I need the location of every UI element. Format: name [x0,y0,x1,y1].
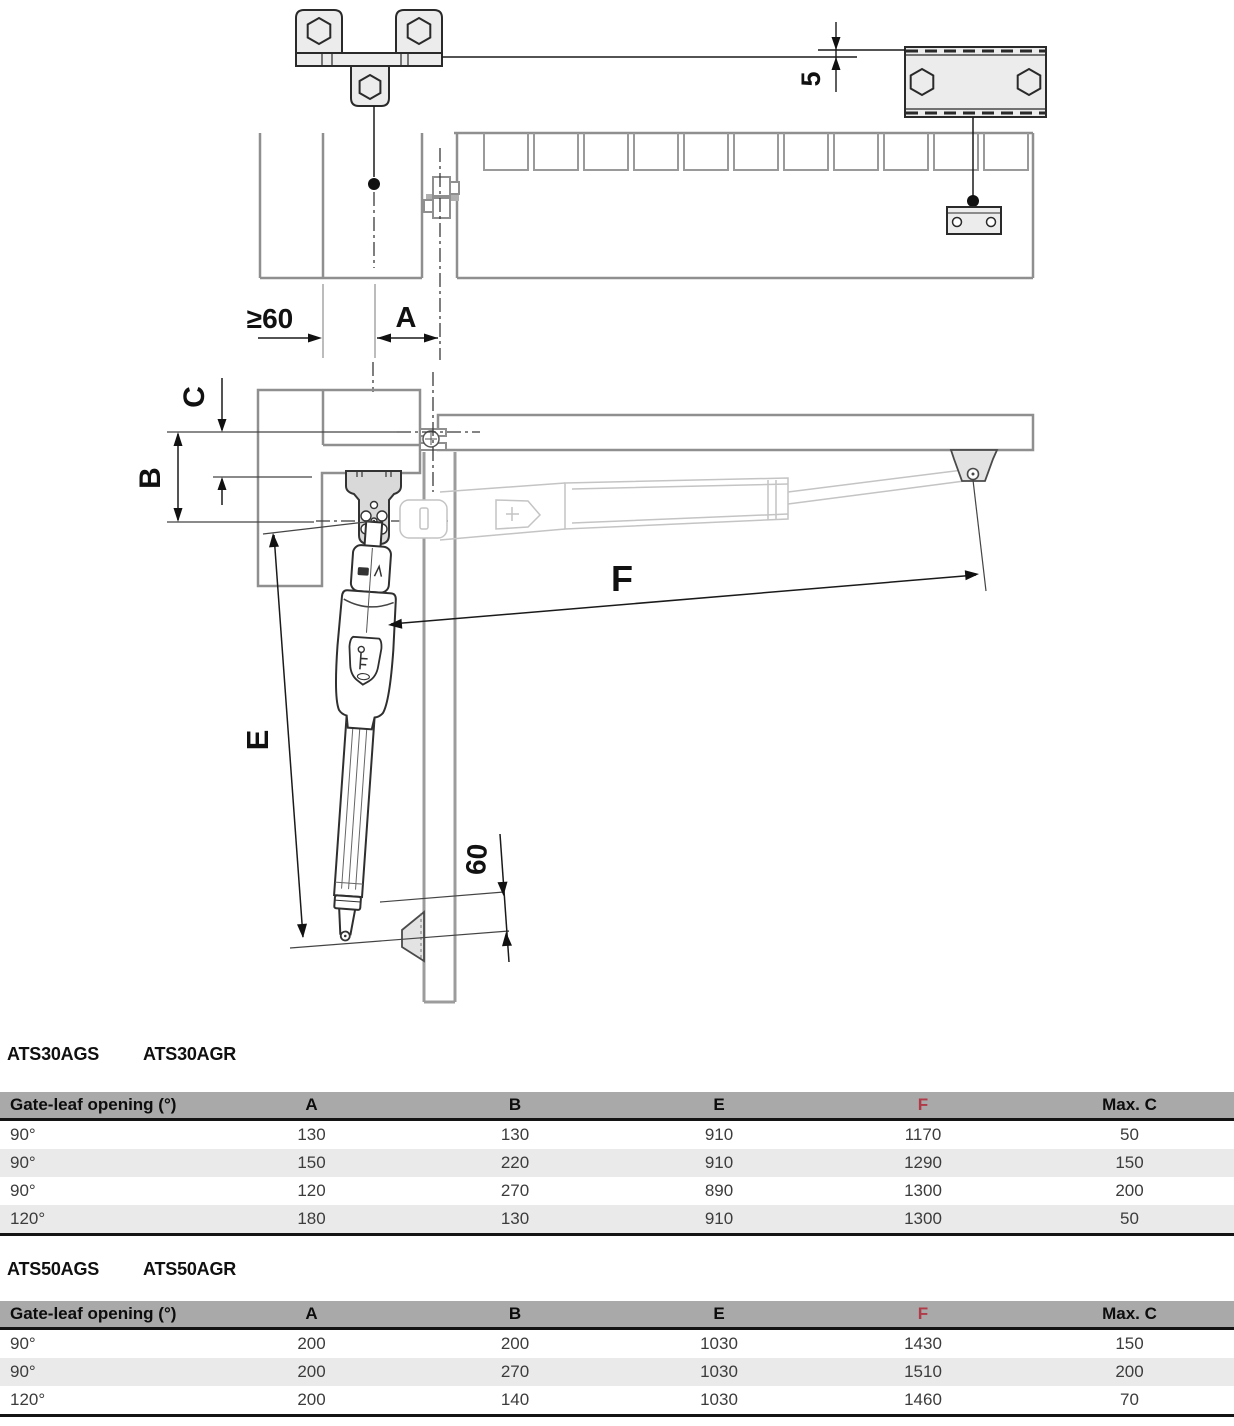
table-cell: 50 [1120,1209,1139,1228]
table-row [0,1149,1234,1177]
table-cell: 200 [297,1362,326,1381]
model-name: ATS30AGS [7,1044,100,1064]
spec-table-ats30 [0,1092,1234,1236]
model-heading-ats50 [0,1259,1234,1283]
table-cell: 220 [500,1153,530,1172]
model-name: ATS30AGR [143,1044,237,1064]
table-row [0,1329,1234,1359]
col-header-f: F [821,1301,1025,1329]
table-cell: 150 [1115,1334,1144,1353]
table-cell: 90° [10,1362,36,1381]
table-cell: 910 [704,1209,734,1228]
table-cell: 120° [10,1390,46,1409]
actuator-closed-position [400,469,972,540]
table-row [0,1386,1234,1416]
table-row [0,1177,1234,1205]
dim-label-c: C [178,386,211,408]
dim-a [377,302,438,343]
foot-bracket-side-view [402,912,424,961]
col-header-a: A [210,1301,413,1329]
dim-label-f: F [611,558,633,599]
model-heading-ats30 [0,1044,1234,1068]
table-cell: 890 [704,1181,734,1200]
col-header-max-c: Max. C [1025,1301,1234,1329]
rear-bracket-side-view [951,450,997,591]
table-cell: 120 [297,1181,326,1200]
header-row [0,1301,1234,1329]
header-row [0,1092,1234,1120]
gate-bracket-front-view [296,10,442,190]
col-header-gate-leaf-opening-: Gate-leaf opening (°) [0,1301,210,1329]
dim-label-60: 60 [459,842,494,876]
spec-table-ats50 [0,1301,1234,1417]
hinge-top-view [424,177,459,218]
post-top-view [260,133,422,278]
table-cell: 130 [500,1209,530,1228]
table-cell: 180 [297,1209,326,1228]
table-cell: 90° [10,1125,36,1144]
table-cell: 200 [297,1390,326,1409]
table-cell: 120° [10,1209,46,1228]
table-cell: 1030 [700,1390,738,1409]
table-cell: 50 [1120,1125,1139,1144]
table-row [0,1205,1234,1235]
table-cell: 270 [500,1362,530,1381]
gate-leaf-top-view [454,133,1033,278]
gate-rail-side-view [438,415,1033,450]
dim-f [388,558,979,629]
col-header-e: E [617,1301,821,1329]
col-header-a: A [210,1092,413,1120]
col-header-max-c: Max. C [1025,1092,1234,1120]
table-cell: 270 [500,1181,530,1200]
wall-plate-front-view [905,47,1046,207]
dim-label-e: E [240,729,275,751]
table-cell: 1030 [700,1362,738,1381]
table-cell: 1030 [700,1334,738,1353]
table-row [0,1120,1234,1150]
model-name: ATS50AGS [7,1259,100,1279]
rear-bracket-top-view [947,207,1001,234]
col-header-b: B [413,1092,617,1120]
table-cell: 1430 [904,1334,942,1353]
model-name: ATS50AGR [143,1259,237,1279]
table-cell: 200 [1115,1181,1144,1200]
dim-label-a: A [395,302,417,334]
table-cell: 1510 [904,1362,942,1381]
leader-dot [368,178,380,190]
table-cell: 150 [1115,1153,1144,1172]
table-cell: 910 [704,1125,734,1144]
actuator-open-position [317,520,402,942]
dim-label-min60: ≥60 [246,303,294,334]
dim-label-5: 5 [796,71,826,87]
table-cell: 130 [297,1125,326,1144]
table-cell: 90° [10,1153,36,1172]
dim-c [178,378,227,505]
table-cell: 1460 [904,1390,942,1409]
table-cell: 200 [297,1334,326,1353]
table-cell: 200 [1115,1362,1144,1381]
table-cell: 90° [10,1334,36,1353]
dim-b [134,432,183,522]
table-cell: 130 [500,1125,530,1144]
dim-60 [290,834,512,962]
table-cell: 140 [500,1390,530,1409]
table-cell: 1170 [904,1125,942,1144]
table-cell: 90° [10,1181,36,1200]
col-header-f: F [821,1092,1025,1120]
table-cell: 150 [297,1153,326,1172]
table-cell: 1290 [904,1153,942,1172]
table-cell: 200 [500,1334,530,1353]
leader-dot [967,195,979,207]
gate-slats [484,133,1028,170]
col-header-gate-leaf-opening-: Gate-leaf opening (°) [0,1092,210,1120]
dim-min60 [247,284,375,358]
table-row [0,1358,1234,1386]
axis-lines-top-view [373,148,440,392]
col-header-b: B [413,1301,617,1329]
dim-label-b: B [134,467,167,489]
table-cell: 1300 [904,1209,942,1228]
table-cell: 910 [704,1153,734,1172]
table-cell: 70 [1120,1390,1139,1409]
col-header-e: E [617,1092,821,1120]
table-cell: 1300 [904,1181,942,1200]
